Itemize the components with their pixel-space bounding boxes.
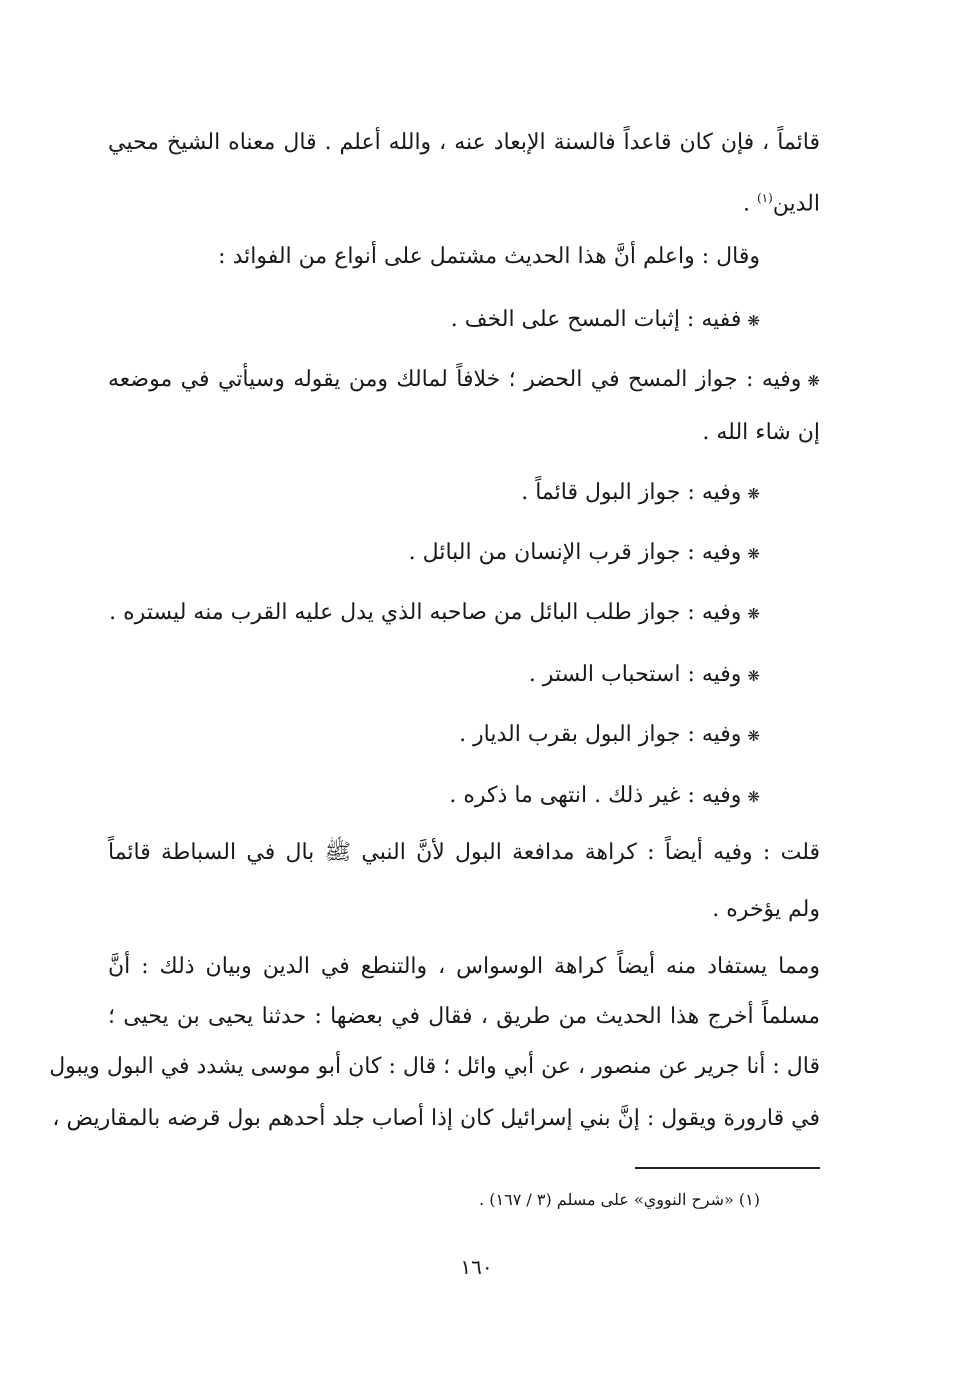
text-fragment: الدين xyxy=(772,191,820,217)
footnote: (١) «شرح النووي» على مسلم (٣ / ١٦٧) . xyxy=(479,1190,760,1209)
text-line: ومما يستفاد منه أيضاً كراهة الوسواس ، والتنطع في الدين وبيان ذلك : أنَّ xyxy=(108,954,820,979)
page-number: ١٦٠ xyxy=(460,1255,493,1279)
bullet-star-icon: ❋ xyxy=(747,312,760,330)
text-line: وقال : واعلم أنَّ هذا الحديث مشتمل على أنواع من الفوائد : xyxy=(218,244,760,269)
bullet-line xyxy=(451,305,760,336)
bullet-line xyxy=(459,720,760,751)
bullet-star-icon: ❋ xyxy=(747,788,760,806)
bullet-line xyxy=(108,365,820,396)
text-line: قلت : وفيه أيضاً : كراهة مدافعة البول لأنَّ النبي ﷺ بال في السباطة قائماً xyxy=(108,840,820,865)
bullet-text: وفيه : غير ذلك . انتهى ما ذكره . xyxy=(449,783,742,808)
footnote-separator xyxy=(635,1167,820,1169)
text-line xyxy=(743,183,820,219)
bullet-line xyxy=(449,781,760,812)
text-line: ولم يؤخره . xyxy=(712,897,820,922)
bullet-star-icon: ❋ xyxy=(747,605,760,623)
bullet-line xyxy=(529,660,760,691)
bullet-star-icon: ❋ xyxy=(747,727,760,745)
footnote-marker: (١) xyxy=(756,191,773,205)
text-line: مسلماً أخرج هذا الحديث من طريق ، فقال في بعضها : حدثنا يحيى بن يحيى ؛ xyxy=(108,1004,820,1029)
bullet-text: ففيه : إثبات المسح على الخف . xyxy=(450,307,742,332)
bullet-line xyxy=(409,538,760,569)
text-line: قائماً ، فإن كان قاعداً فالسنة الإبعاد عنه ، والله أعلم . قال معناه الشيخ محيي xyxy=(108,130,820,155)
text-fragment: . xyxy=(742,191,757,217)
bullet-star-icon: ❋ xyxy=(747,667,760,685)
bullet-line xyxy=(109,598,760,629)
bullet-text: وفيه : جواز قرب الإنسان من البائل . xyxy=(408,540,742,565)
bullet-star-icon: ❋ xyxy=(747,485,760,503)
bullet-star-icon: ❋ xyxy=(807,372,820,390)
text-line: إن شاء الله . xyxy=(702,420,820,445)
bullet-text: وفيه : جواز البول بقرب الديار . xyxy=(459,722,742,747)
bullet-line xyxy=(521,478,760,509)
bullet-text: وفيه : جواز البول قائماً . xyxy=(521,480,742,505)
bullet-text: وفيه : استحباب الستر . xyxy=(528,662,742,687)
bullet-text: وفيه : جواز طلب البائل من صاحبه الذي يدل عليه القرب منه ليستره . xyxy=(109,600,742,625)
bullet-star-icon: ❋ xyxy=(747,545,760,563)
text-line: في قارورة ويقول : إنَّ بني إسرائيل كان إذا أصاب جلد أحدهم بول قرضه بالمقاريض ، xyxy=(52,1106,820,1131)
bullet-text: وفيه : جواز المسح في الحضر ؛ خلافاً لمالك ومن يقوله وسيأتي في موضعه xyxy=(108,367,802,392)
text-line: قال : أنا جرير عن منصور ، عن أبي وائل ؛ قال : كان أبو موسى يشدد في البول ويبول xyxy=(49,1054,820,1079)
